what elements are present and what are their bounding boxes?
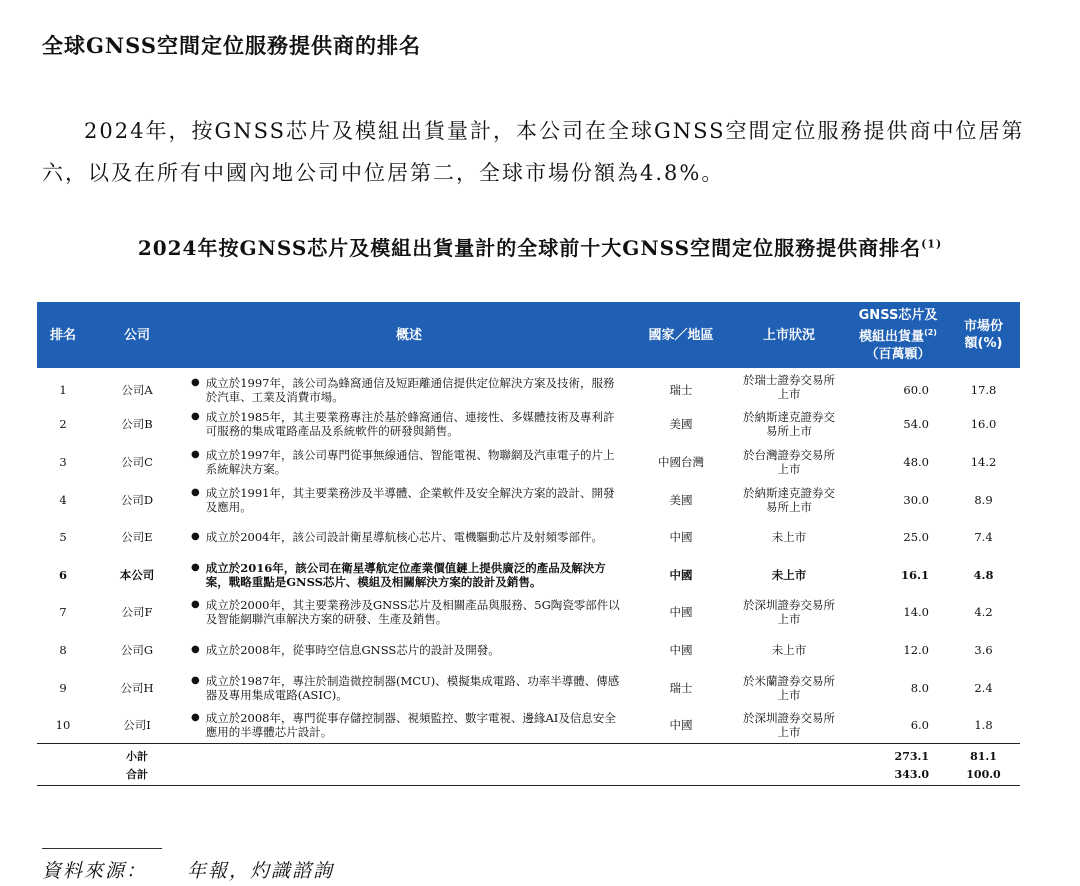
- cell-rank: 1: [59, 382, 67, 397]
- cell-country: 瑞士: [669, 382, 693, 397]
- bullet-icon: ●: [191, 674, 200, 686]
- header-shipment-line1: GNSS芯片及: [858, 308, 938, 324]
- overview-text: 成立於2016年，該公司在衛星導航定位產業價值鏈上提供廣泛的產品及解決方案，戰略重點是GNSS芯片、模組及相關解決方案的設計及銷售。: [205, 560, 606, 589]
- overview-bullet: [191, 448, 621, 476]
- table-row: [37, 556, 1020, 594]
- cell-rank: 9: [59, 680, 67, 695]
- overview-text: 成立於2008年，專門從事存儲控制器、視頻監控、數字電視、邊緣AI及信息安全應用的半導體芯片設計。: [205, 710, 616, 739]
- header-shipment-line2-text: 模組出貨量: [859, 329, 925, 345]
- cell-share: 8.9: [974, 492, 993, 507]
- cell-company: 公司G: [120, 642, 154, 657]
- overview-text: 成立於2004年，該公司設計衛星導航核心芯片、電機驅動芯片及射頻零部件。: [205, 530, 603, 545]
- cell-listing: 於納斯達克證券交易所上市: [743, 410, 835, 439]
- header-share-line1: 市場份: [963, 319, 1003, 334]
- cell-listing: 於瑞士證券交易所上市: [743, 372, 835, 401]
- overview-bullet: [191, 530, 621, 544]
- cell-country: 中國: [669, 605, 693, 620]
- cell-listing: 於米蘭證券交易所上市: [743, 673, 835, 702]
- empty-cell: [633, 765, 729, 786]
- table-title-note: (1): [921, 237, 943, 251]
- overview-bullet: [191, 643, 621, 657]
- table-body: [37, 368, 1020, 786]
- cell-share: 4.8: [973, 567, 994, 582]
- cell-shipment: 14.0: [903, 605, 929, 620]
- cell-share: 14.2: [970, 454, 997, 469]
- cell-share: 7.4: [974, 530, 993, 545]
- cell-listing: 於深圳證券交易所上市: [743, 710, 835, 739]
- header-share: [947, 302, 1020, 368]
- total-row-shipment: 343.0: [849, 765, 947, 786]
- cell-overview: [185, 368, 633, 406]
- bullet-icon: ●: [191, 599, 200, 611]
- overview-bullet: [191, 376, 621, 404]
- cell-rank: 5: [59, 530, 67, 545]
- total-row-share: 100.0: [947, 765, 1020, 786]
- cell-share: 1.8: [974, 717, 993, 732]
- source-value: 年報，灼識諮詢: [187, 860, 335, 882]
- overview-text: 成立於2008年，從事時空信息GNSS芯片的設計及開發。: [205, 642, 500, 657]
- cell-company: 本公司: [119, 567, 155, 582]
- ranking-table: [37, 302, 1020, 786]
- table-row: [37, 631, 1020, 669]
- bullet-icon: ●: [191, 486, 200, 498]
- intro-paragraph: 2024年，按GNSS芯片及模組出貨量計，本公司在全球GNSS空間定位服務提供商中位居第六，以及在所有中國內地公司中位居第二，全球市場份額為4.8%。: [42, 119, 1025, 185]
- header-shipment-note: (2): [924, 328, 937, 338]
- overview-text: 成立於1987年，專注於制造微控制器(MCU)、模擬集成電路、功率半導體、傳感器及專用集成電路(ASIC)。: [205, 673, 620, 702]
- cell-overview: [185, 518, 633, 556]
- cell-shipment: 6.0: [910, 717, 929, 732]
- table-title: [0, 232, 1080, 261]
- cell-listing: 未上市: [771, 567, 807, 582]
- cell-overview: [185, 556, 633, 594]
- cell-country: 瑞士: [669, 680, 693, 695]
- cell-country: 中國: [669, 567, 693, 582]
- cell-country: 美國: [669, 492, 693, 507]
- overview-bullet: [191, 674, 621, 702]
- cell-share: 4.2: [974, 605, 993, 620]
- cell-country: 美國: [669, 417, 693, 432]
- table-row: [37, 481, 1020, 519]
- cell-company: 公司H: [120, 680, 154, 695]
- source-label: 資料來源：: [42, 860, 148, 882]
- subtotal-row: [37, 744, 1020, 766]
- header-country: 國家／地區: [648, 327, 714, 343]
- bullet-icon: ●: [191, 411, 200, 423]
- total-row: [37, 765, 1020, 786]
- table-row: [37, 443, 1020, 481]
- table-header-row: [37, 302, 1020, 368]
- cell-overview: [185, 481, 633, 519]
- empty-cell: [185, 744, 633, 766]
- cell-rank: 10: [55, 717, 71, 732]
- cell-rank: 2: [59, 417, 67, 432]
- source-note: [42, 856, 334, 883]
- bullet-icon: ●: [191, 448, 200, 460]
- subtotal-row-share: 81.1: [947, 744, 1020, 766]
- cell-overview: [185, 406, 633, 444]
- bullet-icon: ●: [191, 531, 200, 543]
- empty-cell: [633, 744, 729, 766]
- cell-shipment: 48.0: [903, 454, 929, 469]
- cell-company: 公司D: [120, 492, 154, 507]
- bullet-icon: ●: [191, 376, 200, 388]
- overview-text: 成立於2000年，其主要業務涉及GNSS芯片及相關產品與服務、5G陶瓷零部件以及智能網聯汽車解決方案的研發、生產及銷售。: [205, 598, 620, 627]
- table-row: [37, 594, 1020, 632]
- cell-share: 3.6: [974, 642, 993, 657]
- header-company: 公司: [123, 327, 150, 343]
- header-rank: 排名: [49, 327, 76, 343]
- overview-bullet: [191, 711, 621, 739]
- cell-company: 公司A: [121, 382, 153, 397]
- total-row-label: 合計: [89, 765, 185, 786]
- cell-overview: [185, 594, 633, 632]
- bullet-icon: ●: [191, 561, 200, 573]
- cell-overview: [185, 669, 633, 707]
- header-shipment-line2: [853, 324, 943, 345]
- cell-share: 16.0: [970, 417, 997, 432]
- bullet-icon: ●: [191, 643, 200, 655]
- empty-cell: [185, 765, 633, 786]
- cell-shipment: 25.0: [903, 530, 929, 545]
- header-share-line2: 額(%): [964, 336, 1003, 351]
- table-title-text: 2024年按GNSS芯片及模組出貨量計的全球前十大GNSS空間定位服務提供商排名: [137, 236, 922, 260]
- cell-rank: 7: [59, 605, 67, 620]
- cell-overview: [185, 706, 633, 744]
- header-overview: 概述: [395, 327, 422, 343]
- cell-listing: 未上市: [771, 642, 807, 657]
- cell-shipment: 12.0: [903, 642, 929, 657]
- cell-overview: [185, 443, 633, 481]
- cell-company: 公司E: [121, 530, 153, 545]
- header-shipment: [849, 302, 947, 368]
- cell-share: 17.8: [970, 382, 997, 397]
- cell-country: 中國: [669, 717, 693, 732]
- cell-share: 2.4: [974, 680, 993, 695]
- cell-listing: 未上市: [771, 530, 807, 545]
- empty-cell: [37, 765, 89, 786]
- table-row: [37, 406, 1020, 444]
- overview-text: 成立於1985年，其主要業務專注於基於蜂窩通信、連接性、多媒體技術及專利許可服務的集成電路產品及系統軟件的研發與銷售。: [205, 410, 615, 439]
- subtotal-row-shipment: 273.1: [849, 744, 947, 766]
- empty-cell: [729, 765, 849, 786]
- cell-rank: 6: [58, 567, 67, 582]
- overview-text: 成立於1997年，該公司為蜂窩通信及短距離通信提供定位解決方案及技術，服務於汽車、工業及消費市場。: [205, 375, 615, 404]
- overview-bullet: [191, 410, 621, 438]
- cell-shipment: 54.0: [903, 417, 929, 432]
- cell-country: 中國: [669, 530, 693, 545]
- overview-bullet: [191, 486, 621, 514]
- cell-overview: [185, 631, 633, 669]
- cell-shipment: 16.1: [900, 567, 929, 582]
- overview-text: 成立於1997年，該公司專門從事無線通信、智能電視、物聯網及汽車電子的片上系統解決方案。: [205, 447, 615, 476]
- cell-listing: 於台灣證券交易所上市: [743, 447, 835, 476]
- cell-company: 公司F: [121, 605, 153, 620]
- cell-country: 中國: [669, 642, 693, 657]
- empty-cell: [729, 744, 849, 766]
- header-listing: 上市狀況: [762, 327, 815, 343]
- subtotal-row-label: 小計: [89, 744, 185, 766]
- cell-shipment: 30.0: [903, 492, 929, 507]
- cell-country: 中國台灣: [658, 454, 704, 469]
- cell-rank: 4: [59, 492, 67, 507]
- cell-company: 公司I: [123, 717, 151, 732]
- cell-company: 公司B: [121, 417, 153, 432]
- table-row: [37, 669, 1020, 707]
- table-row: [37, 368, 1020, 406]
- cell-shipment: 8.0: [910, 680, 929, 695]
- cell-listing: 於納斯達克證券交易所上市: [743, 485, 835, 514]
- header-shipment-line3: （百萬顆）: [865, 346, 931, 362]
- cell-listing: 於深圳證券交易所上市: [743, 598, 835, 627]
- source-divider: [42, 848, 162, 849]
- empty-cell: [37, 744, 89, 766]
- overview-bullet: [191, 598, 621, 626]
- table-row: [37, 518, 1020, 556]
- bullet-icon: ●: [191, 711, 200, 723]
- overview-bullet: [191, 561, 621, 589]
- overview-text: 成立於1991年，其主要業務涉及半導體、企業軟件及安全解決方案的設計、開發及應用。: [205, 485, 615, 514]
- cell-rank: 3: [59, 454, 67, 469]
- table-row: [37, 706, 1020, 744]
- section-heading: 全球GNSS空間定位服務提供商的排名: [42, 33, 421, 58]
- cell-company: 公司C: [121, 454, 153, 469]
- cell-shipment: 60.0: [903, 382, 929, 397]
- cell-rank: 8: [59, 642, 67, 657]
